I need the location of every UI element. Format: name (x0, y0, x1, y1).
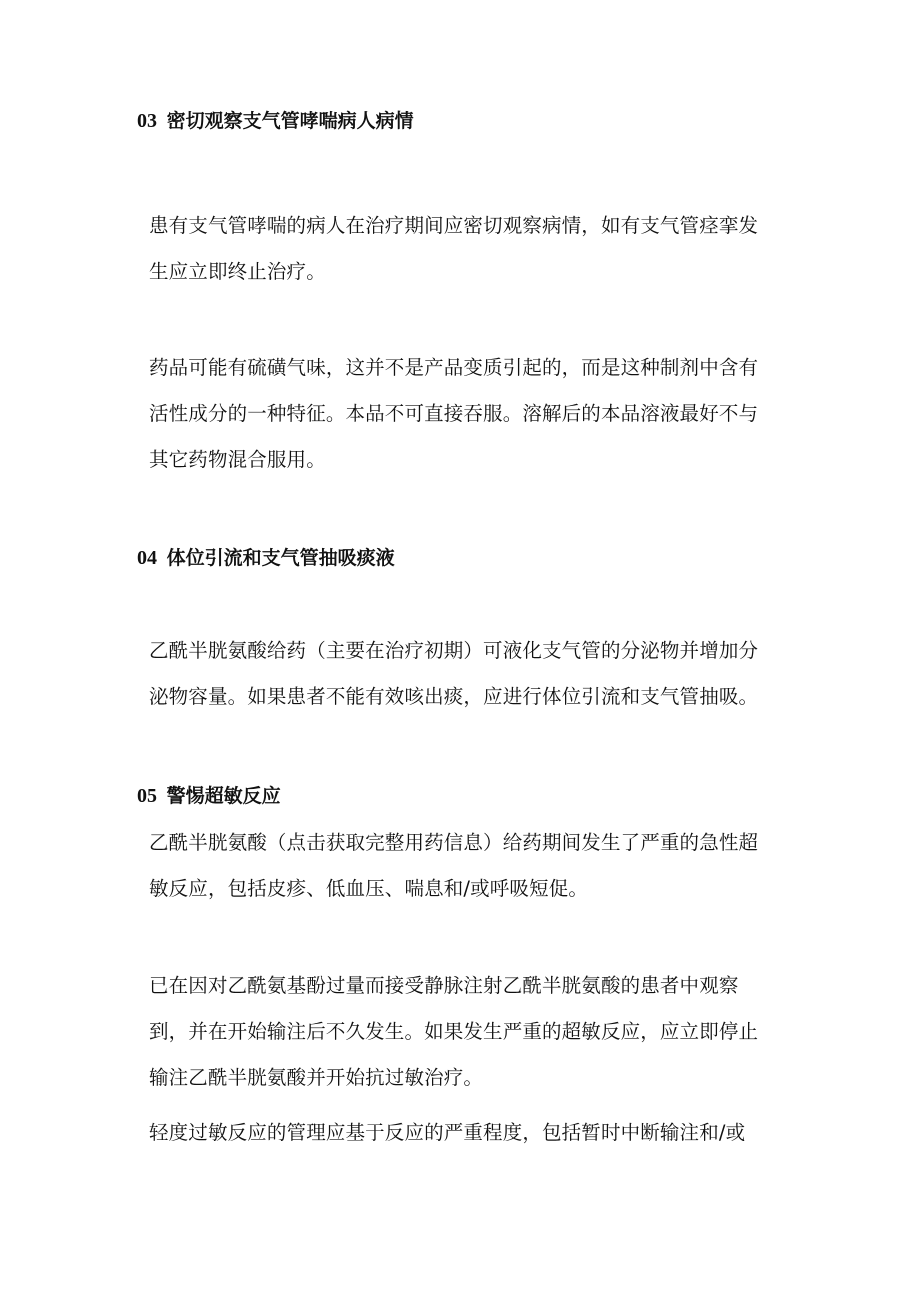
paragraph (149, 203, 789, 295)
paragraph-line: 乙酰半胱氨酸给药（主要在治疗初期）可液化支气管的分泌物并增加分 (149, 639, 759, 662)
paragraph-line: 敏反应，包括皮疹、低血压、喘息和/或呼吸短促。 (149, 877, 589, 900)
section-number: 05 (137, 785, 157, 807)
paragraph-line: 药品可能有硫磺气味，这并不是产品变质引起的，而是这种制剂中含有 (149, 356, 759, 379)
section-number: 04 (137, 547, 157, 569)
section-title: 密切观察支气管哮喘病人病情 (166, 110, 414, 132)
paragraph-line: 输注乙酰半胱氨酸并开始抗过敏治疗。 (149, 1066, 484, 1089)
paragraph (149, 963, 789, 1101)
paragraph-line: 活性成分的一种特征。本品不可直接吞服。溶解后的本品溶液最好不与 (149, 402, 759, 425)
section-title: 警惕超敏反应 (166, 785, 281, 807)
paragraph-line: 乙酰半胱氨酸（点击获取完整用药信息）给药期间发生了严重的急性超 (149, 831, 759, 854)
paragraph (149, 820, 789, 912)
section-heading (137, 545, 395, 571)
paragraph-line: 其它药物混合服用。 (149, 448, 326, 471)
section-heading (137, 783, 281, 809)
section-title: 体位引流和支气管抽吸痰液 (166, 547, 395, 569)
paragraph-line: 患有支气管哮喘的病人在治疗期间应密切观察病情，如有支气管痉挛发 (149, 214, 759, 237)
paragraph-line: 轻度过敏反应的管理应基于反应的严重程度，包括暂时中断输注和/或 (149, 1121, 746, 1144)
paragraph-line: 泌物容量。如果患者不能有效咳出痰，应进行体位引流和支气管抽吸。 (149, 685, 759, 708)
paragraph (149, 1110, 789, 1156)
paragraph-line: 到，并在开始输注后不久发生。如果发生严重的超敏反应，应立即停止 (149, 1020, 759, 1043)
paragraph-line: 生应立即终止治疗。 (149, 260, 326, 283)
paragraph (149, 345, 789, 483)
section-heading (137, 108, 414, 134)
paragraph (149, 628, 789, 720)
paragraph-line: 已在因对乙酰氨基酚过量而接受静脉注射乙酰半胱氨酸的患者中观察 (149, 974, 739, 997)
section-number: 03 (137, 110, 157, 132)
